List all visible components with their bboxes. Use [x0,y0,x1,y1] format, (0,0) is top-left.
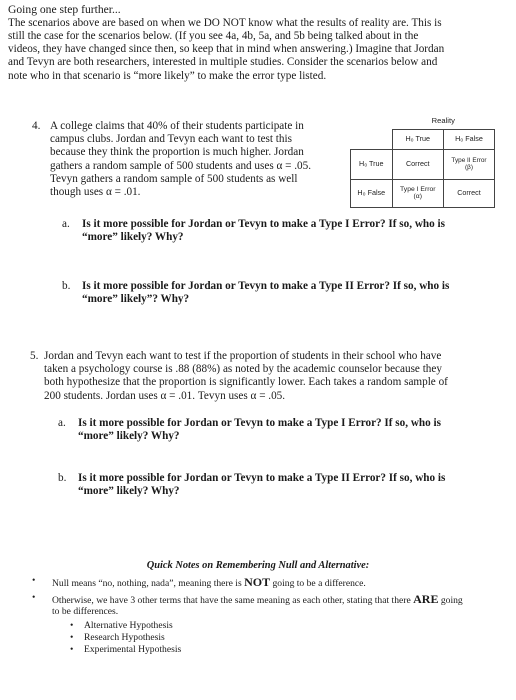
notes-item: • Otherwise, we have 3 other terms that have the same meaning as each other, stating that there ARE going to be differences. [32,591,463,618]
bullet-icon: • [70,620,74,632]
table-col-h0-true: H₀ True [392,129,443,149]
table-row-h0-false: H₀ False [351,179,393,207]
subquestion-line: Is it more possible for Jordan or Tevyn to make a Type I Error? If so, who is [78,417,441,429]
question-line: both hypothesize that the proportion is significantly lower. Each takes a random sample of [44,376,448,389]
intro-line: videos, they have changed since then, so keep that in mind when answering.) Imagine that Jordan [8,43,445,56]
subquestion-line: Is it more possible for Jordan or Tevyn to make a Type II Error? If so, who is [78,472,446,484]
table-cell-correct: Correct [392,149,443,179]
question-line: because they think the proportion is much higher. Jordan [50,146,304,159]
notes-item: • Null means “no, nothing, nada”, meaning there is NOT going to be a difference. [32,575,366,589]
table-cell-correct: Correct [443,179,494,207]
subquestion-label: a. [62,218,70,230]
question-line: A college claims that 40% of their students participate in [50,120,304,132]
question-line: though uses α = .01. [50,186,141,199]
intro-line: The scenarios above are based on when we DO NOT know what the results of reality are. This is [8,16,442,29]
intro-heading: Going one step further... [8,3,121,16]
question-line: 200 students. Jordan uses α = .01. Tevyn uses α = .05. [44,389,286,402]
bullet-icon: • [32,591,36,603]
table-col-h0-false: H₀ False [443,129,494,149]
intro-line: note who in that scenario is “more likely” to make the error type listed. [8,69,327,82]
bullet-icon: • [32,575,36,586]
question-line: campus clubs. Jordan and Tevyn each want to test this [50,133,292,146]
hypothesis-term: • Alternative Hypothesis [70,620,173,632]
table-header-reality: Reality [431,116,455,126]
question-line: taken a psychology course is .88 (88%) as noted by the academic counselor because they [44,363,442,376]
subquestion-line: Is it more possible for Jordan or Tevyn to make a Type II Error? If so, who is [82,280,450,292]
table-cell-type1: Type I Error (α) [392,179,443,207]
subquestion-line: “more” likely”? Why? [82,293,190,306]
bullet-icon: • [70,643,74,655]
emphasis-are: ARE [413,591,439,606]
error-types-table [350,115,495,208]
notes-section [30,575,510,655]
bullet-icon: • [70,631,74,643]
intro-line: and Tevyn are both researchers, interested in multiple studies. Consider the scenarios below and [8,56,438,69]
subquestion-label: a. [58,417,66,429]
notes-title: Quick Notes on Remembering Null and Alternative: [146,560,370,571]
subquestion-label: b. [58,472,67,484]
table-cell-type2: Type II Error (β) [443,149,494,179]
subquestion-line: Is it more possible for Jordan or Tevyn to make a Type I Error? If so, who is [82,218,445,230]
hypothesis-term: • Experimental Hypothesis [70,643,182,655]
intro-paragraph [8,3,508,83]
question-line: gathers a random sample of 500 students and uses α = .05. [50,159,312,172]
question-line: Tevyn gathers a random sample of 500 students as well [50,172,298,185]
hypothesis-term: • Research Hypothesis [70,631,165,643]
question-line: Jordan and Tevyn each want to test if the proportion of students in their school who have [44,350,442,362]
question-number: 5. [30,350,39,362]
question-number: 4. [32,120,41,132]
subquestion-label: b. [62,280,71,292]
subquestion-line: “more” likely? Why? [78,485,180,498]
table-row-h0-true: H₀ True [351,149,393,179]
emphasis-not: NOT [244,575,271,589]
subquestion-line: “more” likely? Why? [82,231,184,244]
subquestion-line: “more” likely? Why? [78,430,180,443]
intro-line: still the case for the scenarios below. (If you see 4a, 4b, 5a, and 5b being talked about in the [8,29,419,42]
